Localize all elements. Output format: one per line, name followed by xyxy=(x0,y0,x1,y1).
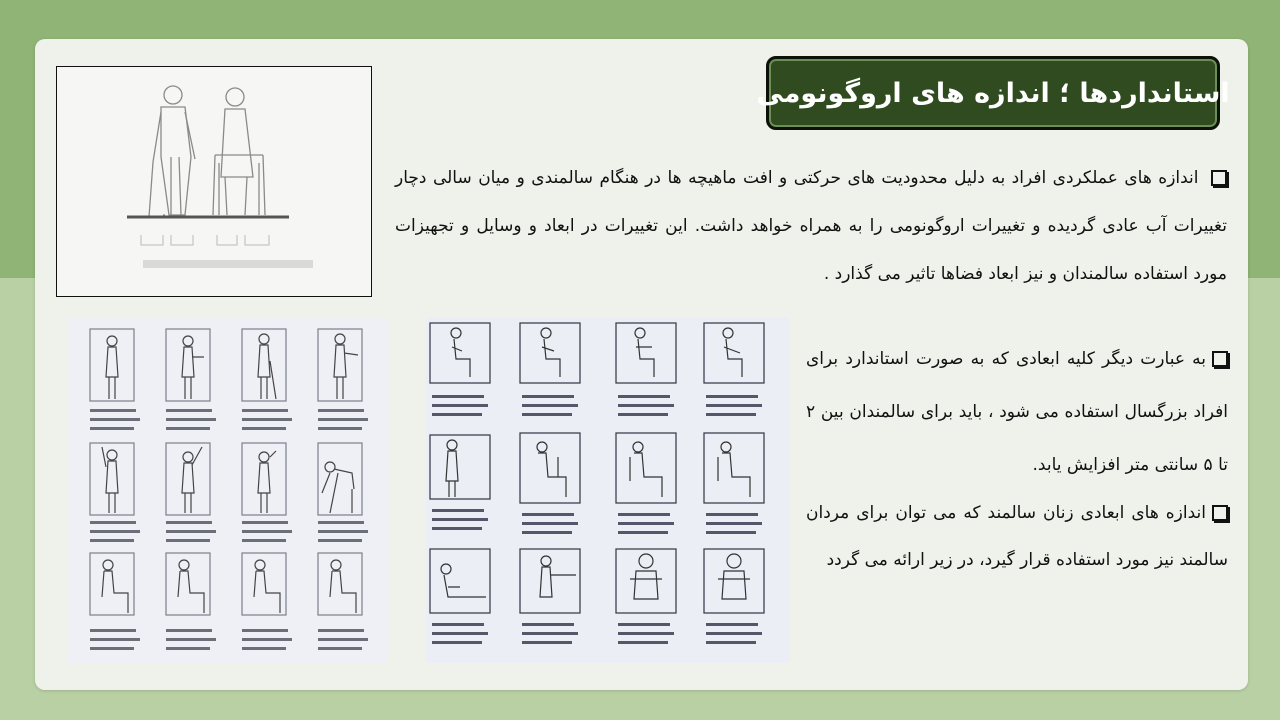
paragraph1-text: اندازه های عملکردی افراد به دلیل محدودیت های حرکتی و افت ماهیچه ها در هنگام سالمندی و میان سالی دچار تغییرات آب عادی گردیده و تغییرات اروگونومی را به همراه خواهد داشت. این تغییرات در ابعاد و وسایل و تجهیزات مورد استفاده سالمندان و نیز ابعاد فضاها تاثیر می گذارد . xyxy=(395,168,1227,284)
paragraph-standard-increase xyxy=(806,333,1228,492)
title-box xyxy=(756,56,1230,130)
seated-postures-dimension-chart xyxy=(426,317,790,663)
paragraph-functional-dimensions xyxy=(395,154,1227,298)
slide-title: استانداردها ؛ اندازه های اروگونومی xyxy=(756,77,1230,109)
paragraph3-text: اندازه های ابعادی زنان سالمند که می توان برای مردان سالمند نیز مورد استفاده قرار گیرد، در زیر ارائه می گردد xyxy=(806,503,1228,570)
checkbox-bullet-icon xyxy=(1212,505,1228,521)
elderly-with-walker-figure xyxy=(56,66,372,297)
checkbox-bullet-icon xyxy=(1211,170,1227,186)
standing-postures-dimension-chart xyxy=(68,317,387,663)
paragraph-women-dimensions xyxy=(806,490,1228,584)
checkbox-bullet-icon xyxy=(1212,351,1228,367)
paragraph2-text: به عبارت دیگر کلیه ابعادی که به صورت استاندارد برای افراد بزرگسال استفاده می شود ، باید برای سالمندان بین ۲ تا ۵ سانتی متر افزایش یابد. xyxy=(806,349,1228,475)
